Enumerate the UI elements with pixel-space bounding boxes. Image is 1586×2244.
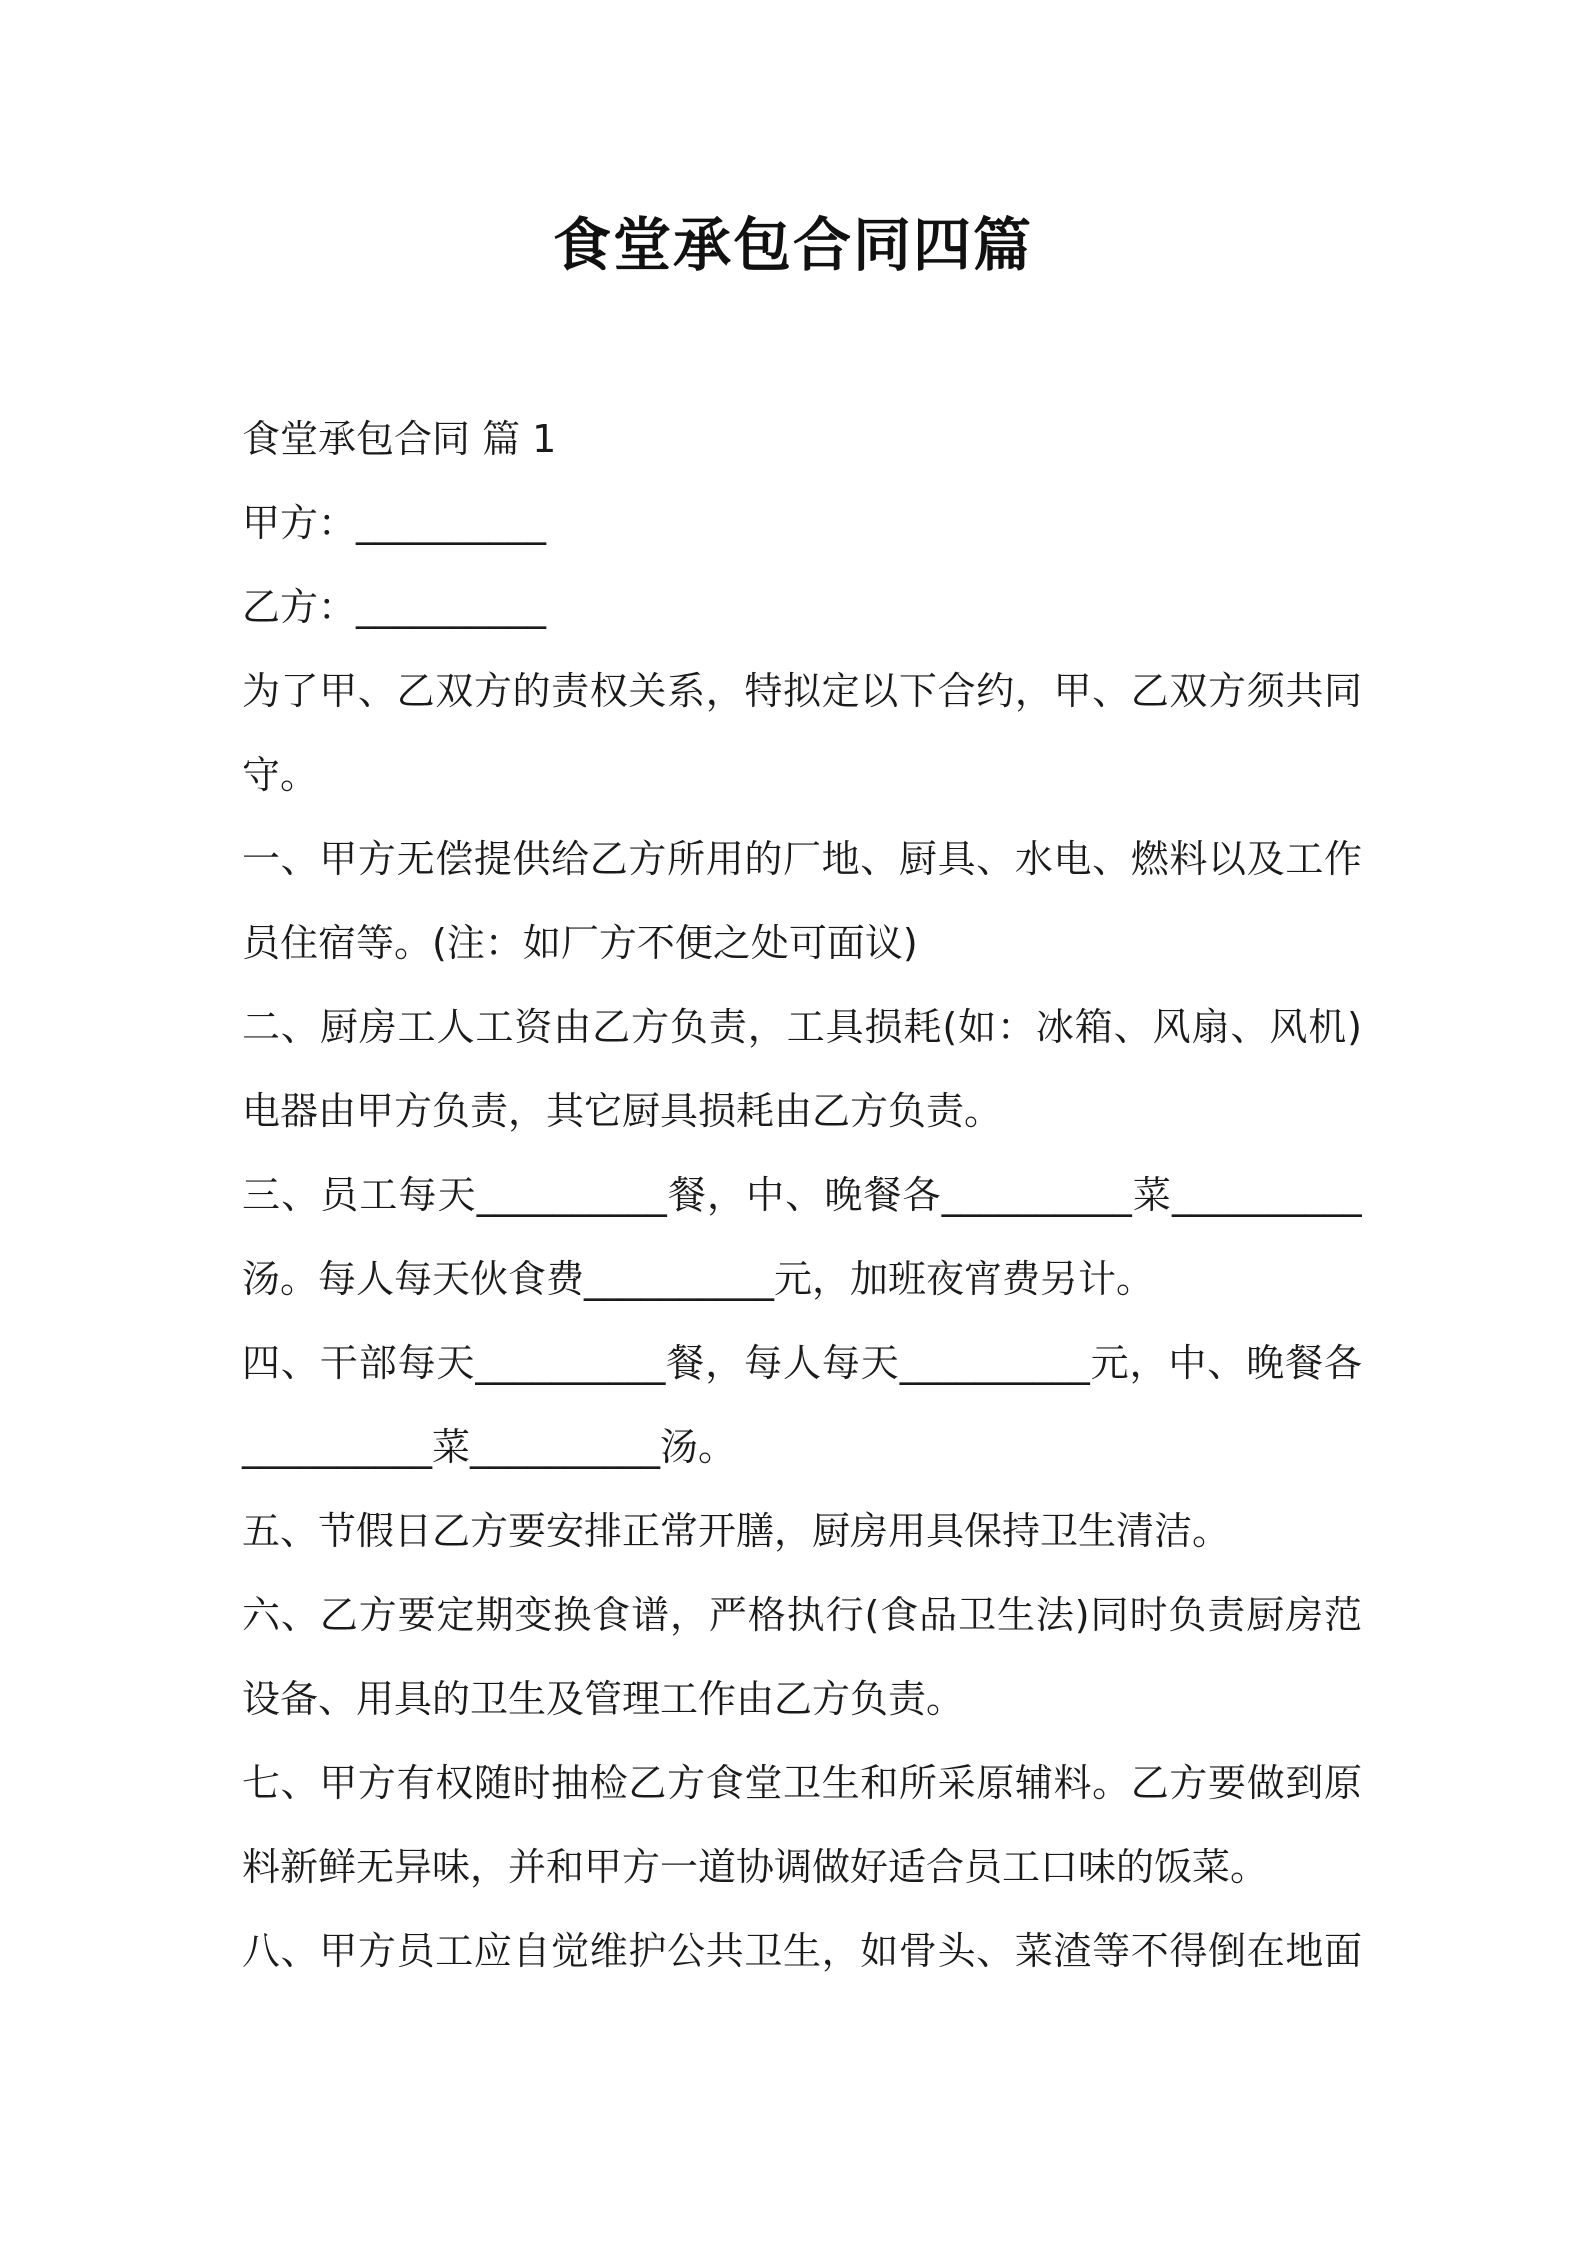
text-line: 守。 — [242, 753, 319, 797]
text-line: 四、干部每天__________餐，每人每天__________元，中、晚餐各 — [242, 1341, 1362, 1385]
text-line: 员住宿等。(注：如厂方不便之处可面议) — [242, 921, 918, 965]
text-line: 二、厨房工人工资由乙方负责，工具损耗(如：冰箱、风扇、风机) — [242, 1005, 1362, 1049]
text-line: 七、甲方有权随时抽检乙方食堂卫生和所采原辅料。乙方要做到原 — [242, 1761, 1362, 1805]
text-line: 五、节假日乙方要安排正常开膳，厨房用具保持卫生清洁。 — [242, 1509, 1231, 1553]
text-line: 六、乙方要定期变换食谱，严格执行(食品卫生法)同时负责厨房范 — [242, 1593, 1362, 1637]
document-title: 食堂承包合同四篇 — [552, 211, 1033, 279]
party-a-line: 甲方：__________ — [242, 501, 547, 545]
section-heading: 食堂承包合同 篇 1 — [242, 417, 557, 461]
text-line: 料新鲜无异味，并和甲方一道协调做好适合员工口味的饭菜。 — [242, 1845, 1269, 1889]
party-b-line: 乙方：__________ — [242, 585, 547, 629]
document-body — [242, 397, 1362, 1993]
text-line: 电器由甲方负责，其它厨具损耗由乙方负责。 — [242, 1089, 1003, 1133]
text-line: 设备、用具的卫生及管理工作由乙方负责。 — [242, 1677, 965, 1721]
text-line: 汤。每人每天伙食费__________元，加班夜宵费另计。 — [242, 1257, 1155, 1301]
text-line: 为了甲、乙双方的责权关系，特拟定以下合约，甲、乙双方须共同 — [242, 669, 1362, 713]
text-line: 八、甲方员工应自觉维护公共卫生，如骨头、菜渣等不得倒在地面 — [242, 1929, 1362, 1973]
text-line: 三、员工每天__________餐，中、晚餐各__________菜__________ — [242, 1173, 1362, 1217]
text-line: __________菜__________汤。 — [242, 1425, 737, 1469]
text-line: 一、甲方无偿提供给乙方所用的厂地、厨具、水电、燃料以及工作 — [242, 837, 1362, 881]
